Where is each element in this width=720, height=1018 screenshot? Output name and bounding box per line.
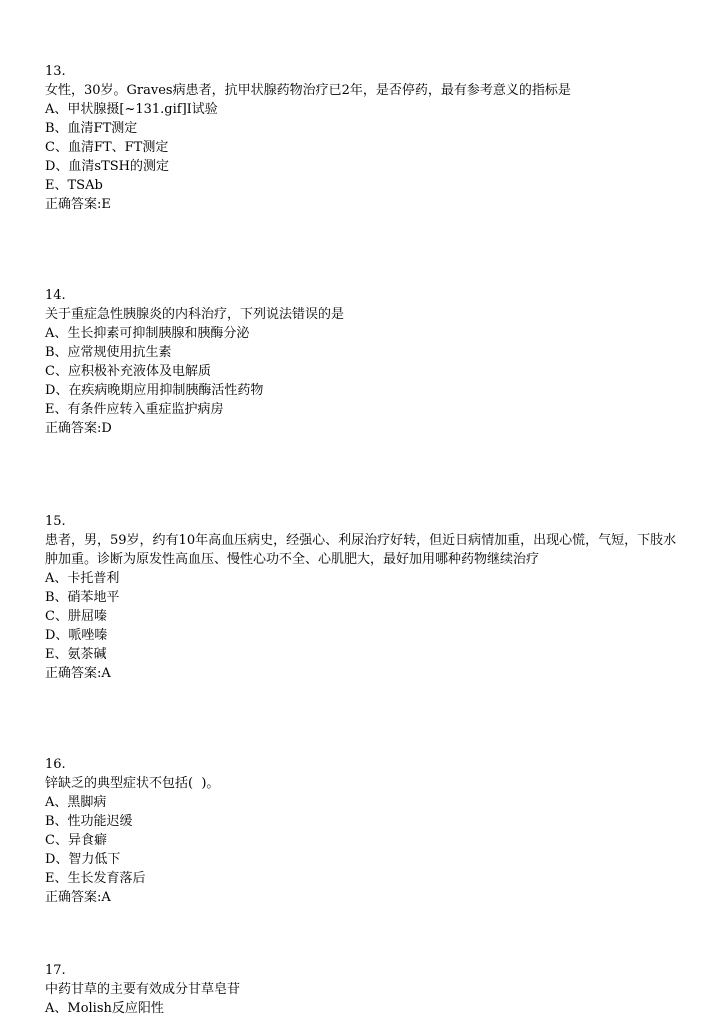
option-c: C、应积极补充液体及电解质: [45, 364, 211, 379]
option-a: A、Molish反应阳性: [45, 1001, 164, 1016]
spacer: [45, 907, 685, 961]
question-stem: 锌缺乏的典型症状不包括( )。: [45, 776, 220, 791]
question-number: 17.: [45, 963, 66, 978]
correct-answer: 正确答案:E: [45, 197, 111, 212]
option-b: B、硝苯地平: [45, 590, 120, 605]
exam-page: [45, 62, 685, 1018]
correct-answer: 正确答案:D: [45, 421, 112, 436]
option-b: B、应常规使用抗生素: [45, 345, 172, 360]
question-stem: 关于重症急性胰腺炎的内科治疗，下列说法错误的是: [45, 307, 345, 322]
spacer: [45, 438, 685, 512]
question-stem: 中药甘草的主要有效成分甘草皂苷: [45, 982, 241, 997]
question-16: [45, 755, 685, 907]
option-e: E、TSAb: [45, 178, 103, 193]
option-e: E、氨茶碱: [45, 647, 107, 662]
question-number: 16.: [45, 757, 66, 772]
option-e: E、有条件应转入重症监护病房: [45, 402, 224, 417]
option-c: C、血清FT、FT测定: [45, 140, 169, 155]
option-e: E、生长发育落后: [45, 871, 146, 886]
question-14: [45, 286, 685, 438]
option-a: A、生长抑素可抑制胰腺和胰酶分泌: [45, 326, 250, 341]
question-number: 14.: [45, 288, 66, 303]
option-a: A、甲状腺摄[~131.gif]I试验: [45, 102, 218, 117]
option-d: D、哌唑嗪: [45, 628, 108, 643]
correct-answer: 正确答案:A: [45, 890, 111, 905]
question-stem: 女性，30岁。Graves病患者，抗甲状腺药物治疗已2年，是否停药，最有参考意义的指标是: [45, 83, 571, 98]
option-d: D、血清sTSH的测定: [45, 159, 170, 174]
option-b: B、性功能迟缓: [45, 814, 133, 829]
question-15: [45, 512, 685, 683]
question-13: [45, 62, 685, 214]
spacer: [45, 683, 685, 755]
spacer: [45, 214, 685, 286]
option-b: B、血清FT测定: [45, 121, 138, 136]
option-c: C、异食癖: [45, 833, 107, 848]
question-number: 13.: [45, 64, 66, 79]
option-a: A、黑脚病: [45, 795, 107, 810]
question-stem: 患者，男，59岁，约有10年高血压病史，经强心、利尿治疗好转，但近日病情加重，出现心慌，气短，下肢水肿加重。诊断为原发性高血压、慢性心功不全、心肌肥大，最好加用哪种药物继续治疗: [45, 533, 677, 567]
question-number: 15.: [45, 514, 66, 529]
correct-answer: 正确答案:A: [45, 666, 111, 681]
option-a: A、卡托普利: [45, 571, 120, 586]
option-d: D、智力低下: [45, 852, 121, 867]
question-17: [45, 961, 685, 1018]
option-c: C、肼屈嗪: [45, 609, 107, 624]
option-d: D、在疾病晚期应用抑制胰酶活性药物: [45, 383, 264, 398]
